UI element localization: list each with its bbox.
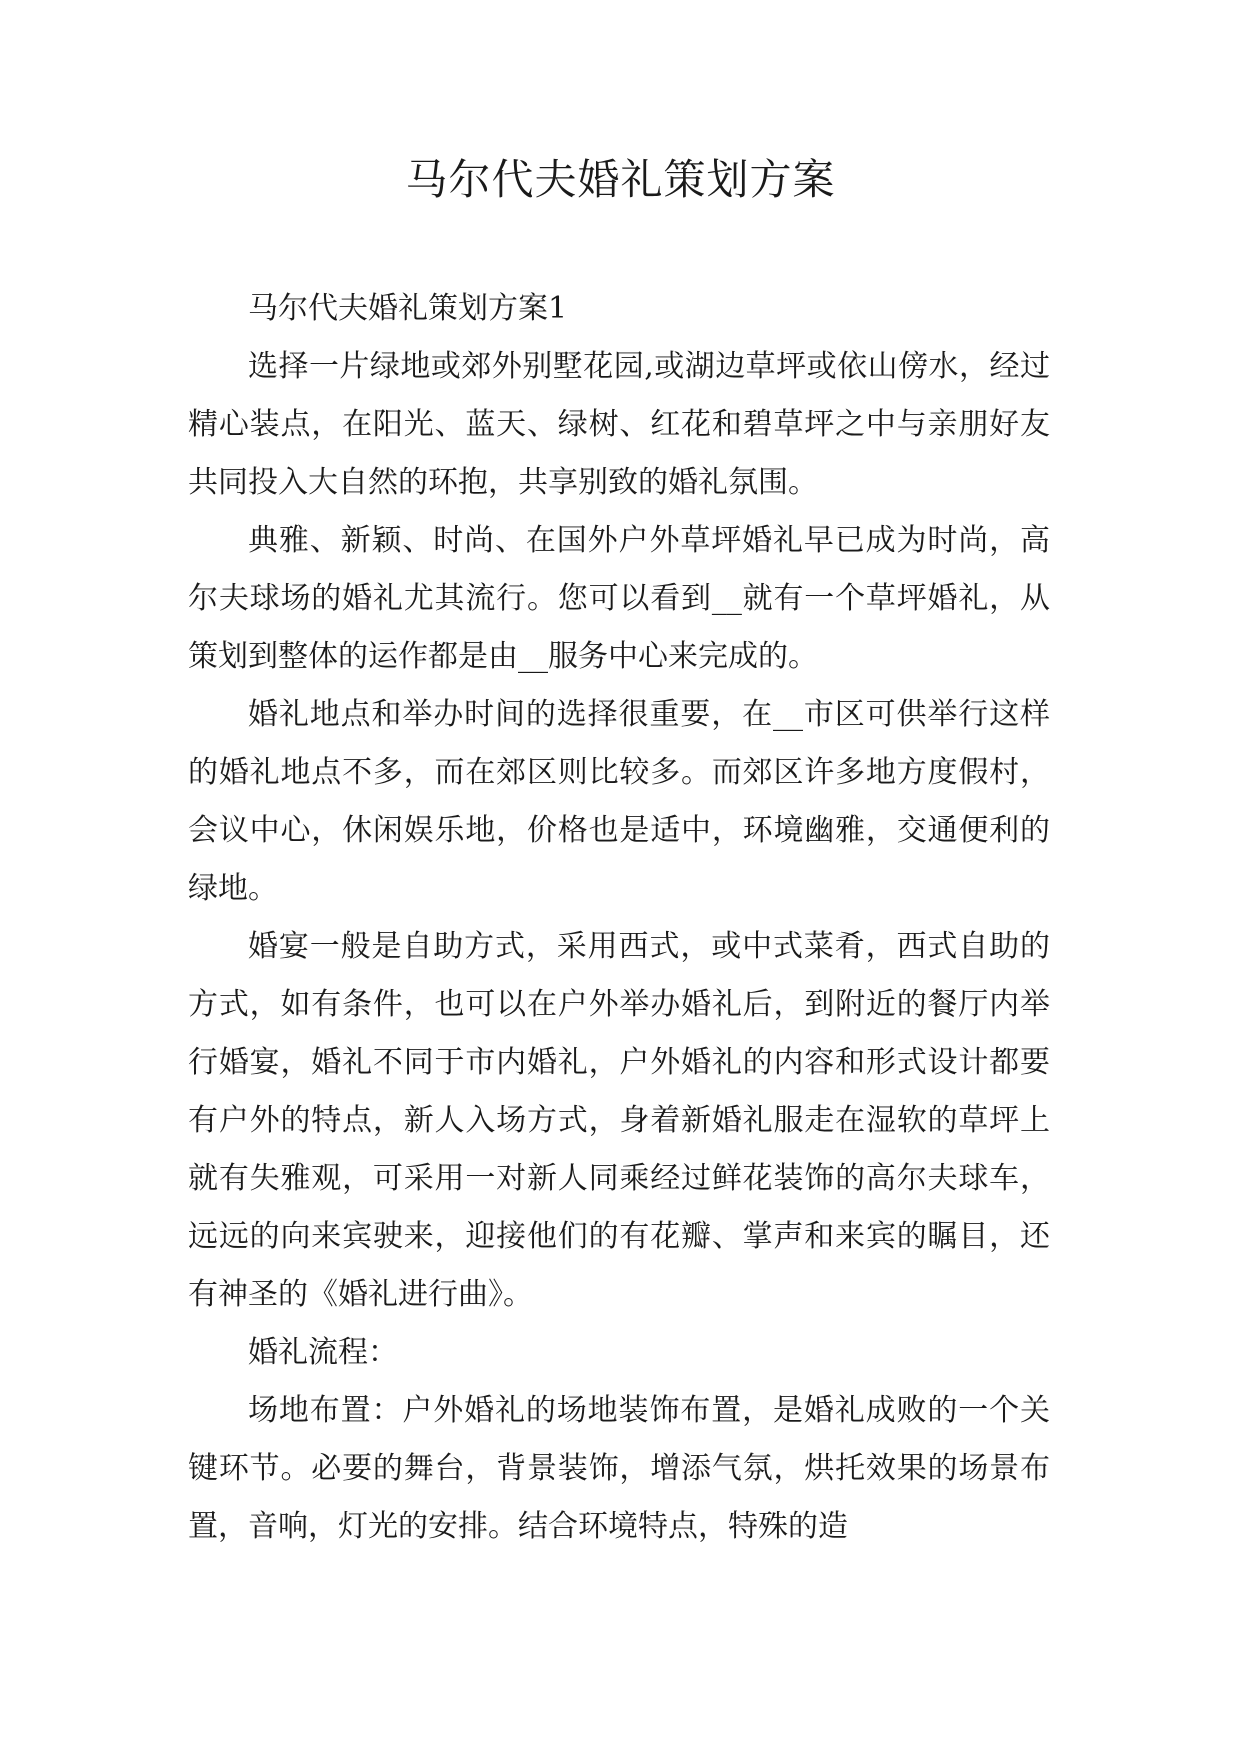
section-heading: 马尔代夫婚礼策划方案1 [248, 291, 568, 326]
document-title: 马尔代夫婚礼策划方案 [405, 155, 836, 204]
paragraph: 典雅、新颖、时尚、在国外户外草坪婚礼早已成为时尚，高尔夫球场的婚礼尤其流行。您可以看到__就有一个草坪婚礼，从策划到整体的运作都是由__服务中心来完成的。 [188, 523, 1050, 674]
paragraph: 婚礼地点和举办时间的选择很重要，在__市区可供举行这样的婚礼地点不多，而在郊区则比较多。而郊区许多地方度假村，会议中心，休闲娱乐地，价格也是适中，环境幽雅，交通便利的绿地。 [188, 697, 1050, 906]
document-body [188, 280, 1050, 1556]
paragraph: 婚宴一般是自助方式，采用西式，或中式菜肴，西式自助的方式，如有条件，也可以在户外举办婚礼后，到附近的餐厅内举行婚宴，婚礼不同于市内婚礼，户外婚礼的内容和形式设计都要有户外的特点，新人入场方式，身着新婚礼服走在湿软的草坪上就有失雅观，可采用一对新人同乘经过鲜花装饰的高尔夫球车，远远的向来宾驶来，迎接他们的有花瓣、掌声和来宾的瞩目，还有神圣的《婚礼进行曲》。 [188, 929, 1050, 1312]
paragraph: 场地布置：户外婚礼的场地装饰布置，是婚礼成败的一个关键环节。必要的舞台，背景装饰，增添气氛，烘托效果的场景布置，音响，灯光的安排。结合环境特点，特殊的造 [188, 1393, 1050, 1544]
paragraph: 选择一片绿地或郊外别墅花园,或湖边草坪或依山傍水，经过精心装点，在阳光、蓝天、绿树、红花和碧草坪之中与亲朋好友共同投入大自然的环抱，共享别致的婚礼氛围。 [188, 349, 1050, 500]
subheading: 婚礼流程： [248, 1335, 398, 1370]
